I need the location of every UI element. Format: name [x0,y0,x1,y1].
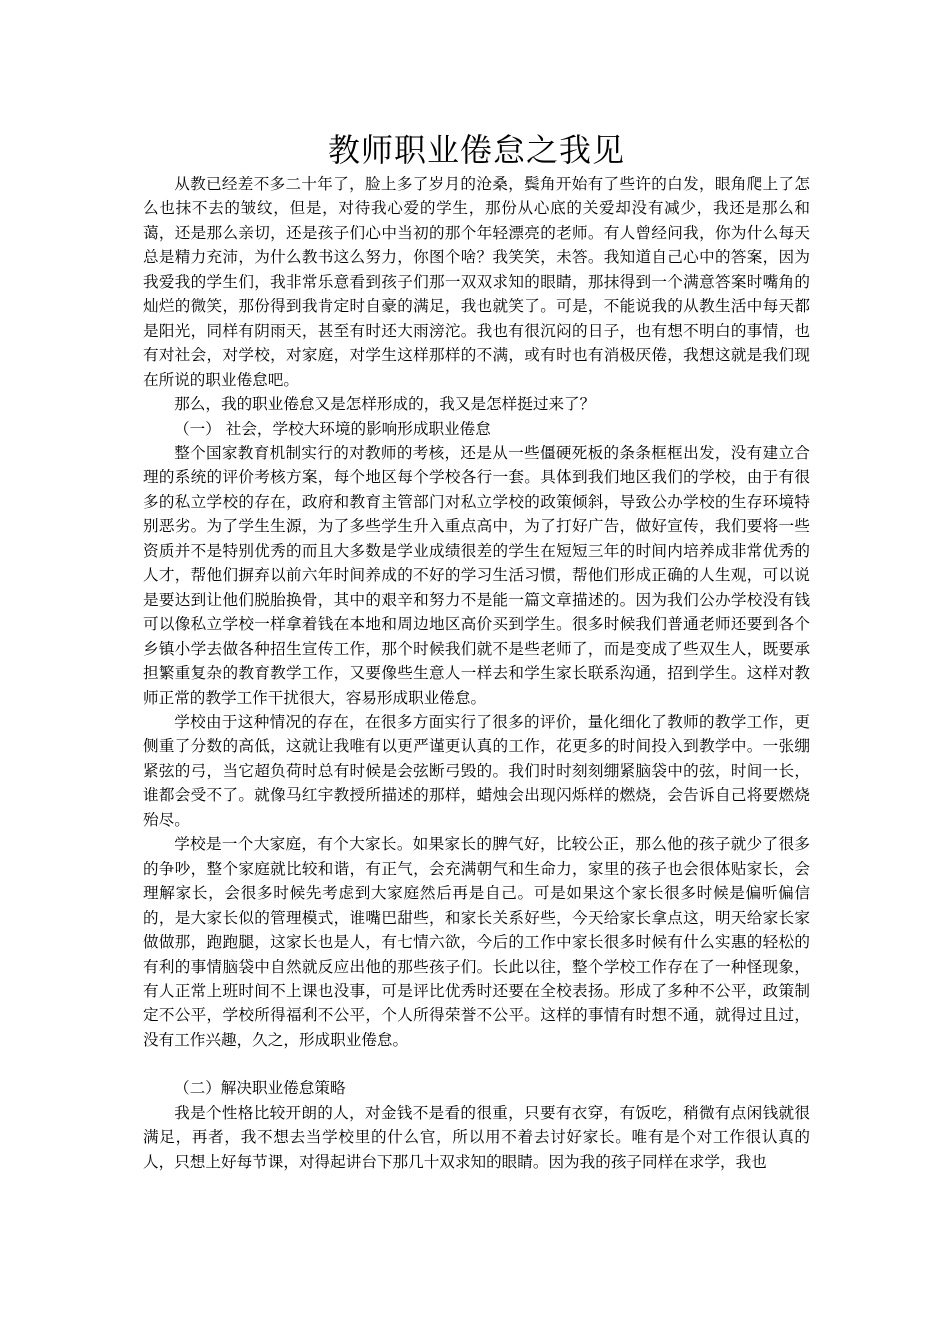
section-heading-1: （一） 社会，学校大环境的影响形成职业倦怠 [174,419,491,438]
paragraph-question: 那么，我的职业倦怠又是怎样形成的，我又是怎样挺过来了？ [174,395,596,414]
document-title: 教师职业倦怠之我见 [327,131,625,169]
paragraph-school-family: 学校是一个大家庭，有个大家长。如果家长的脾气好，比较公正，那么他的孩子就少了很多的争吵，整个家庭就比较和谐，有正气，会充满朝气和生命力，家里的孩子也会很体贴家长，会理解家长，会很多时候先考虑到大家庭然后再是自己。可是如果这个家长很多时候是偏听偏信的，是大家长似的管理模式，谁嘴巴甜些，和家长关系好些，今天给家长拿点这，明天给家长家做做那，跑跑腿，这家长也是人，有七情六欲，今后的工作中家长很多时候有什么实惠的轻松的有利的事情脑袋中自然就反应出他的那些孩子们。长此以往，整个学校工作存在了一种怪现象，有人正常上班时间不上课也没事，可是评比优秀时还要在全校表扬。形成了多种不公平，政策制定不公平，学校所得福利不公平，个人所得荣誉不公平。这样的事情有时想不通，就得过且过，没有工作兴趣，久之，形成职业倦怠。 [143,835,810,1049]
paragraph-national-system: 整个国家教育机制实行的对教师的考核，还是从一些僵硬死板的条条框框出发，没有建立合理的系统的评价考核方案，每个地区每个学校各行一套。具体到我们地区我们的学校，由于有很多的私立学校的存在，政府和教育主管部门对私立学校的政策倾斜，导致公办学校的生存环境特别恶劣。为了学生生源，为了多些学生升入重点高中，为了打好广告，做好宣传，我们要将一些资质并不是特别优秀的而且大多数是学业成绩很差的学生在短短三年的时间内培养成非常优秀的人才，帮他们摒弃以前六年时间养成的不好的学习生活习惯，帮他们形成正确的人生观，可以说是要达到让他们脱胎换骨，其中的艰辛和努力不是能一篇文章描述的。因为我们公办学校没有钱可以像私立学校一样拿着钱在本地和周边地区高价买到学生。很多时候我们普通老师还要到各个乡镇小学去做各种招生宣传工作，那个时候我们就不是些老师了，而是变成了些双生人，既要承担繁重复杂的教育教学工作，又要像些生意人一样去和学生家长联系沟通，招到学生。这样对教师正常的教学工作干扰很大，容易形成职业倦怠。 [143,443,810,707]
section-heading-2: （二）解决职业倦怠策略 [174,1079,346,1098]
paragraph-school-evaluation: 学校由于这种情况的存在，在很多方面实行了很多的评价，量化细化了教师的教学工作，更侧重了分数的高低，这就让我唯有以更严谨更认真的工作，花更多的时间投入到教学中。一张绷紧弦的弓，当它超负荷时总有时候是会弦断弓毁的。我们时时刻刻绷紧脑袋中的弦，时间一长，谁都会受不了。就像马红宇教授所描述的那样，蜡烛会出现闪烁样的燃烧，会告诉自己将要燃烧殆尽。 [143,712,810,829]
paragraph-personal-strategy: 我是个性格比较开朗的人，对金钱不是看的很重，只要有衣穿，有饭吃，稍微有点闲钱就很满足，再者，我不想去当学校里的什么官，所以用不着去讨好家长。唯有是个对工作很认真的人，只想上好每节课，对得起讲台下那几十双求知的眼睛。因为我的孩子同样在求学，我也 [143,1103,810,1171]
document-page [143,128,810,1174]
paragraph-intro: 从教已经差不多二十年了，脸上多了岁月的沧桑，鬓角开始有了些许的白发，眼角爬上了怎么也抹不去的皱纹，但是，对待我心爱的学生，那份从心底的关爱却没有减少，我还是那么和蔼，还是那么亲切，还是孩子们心中当初的那个年轻漂亮的老师。有人曾经问我，你为什么每天总是精力充沛，为什么教书这么努力，你图个啥？我笑笑，未答。我知道自己心中的答案，因为我爱我的学生们，我非常乐意看到孩子们那一双双求知的眼睛，那抹得到一个满意答案时嘴角的灿烂的微笑，那份得到我肯定时自豪的满足，我也就笑了。可是，不能说我的从教生活中每天都是阳光，同样有阴雨天，甚至有时还大雨滂沱。我也有很沉闷的日子，也有想不明白的事情，也有对社会，对学校，对家庭，对学生这样那样的不满，或有时也有消极厌倦，我想这就是我们现在所说的职业倦怠吧。 [143,175,810,389]
blank-line [143,1052,810,1076]
